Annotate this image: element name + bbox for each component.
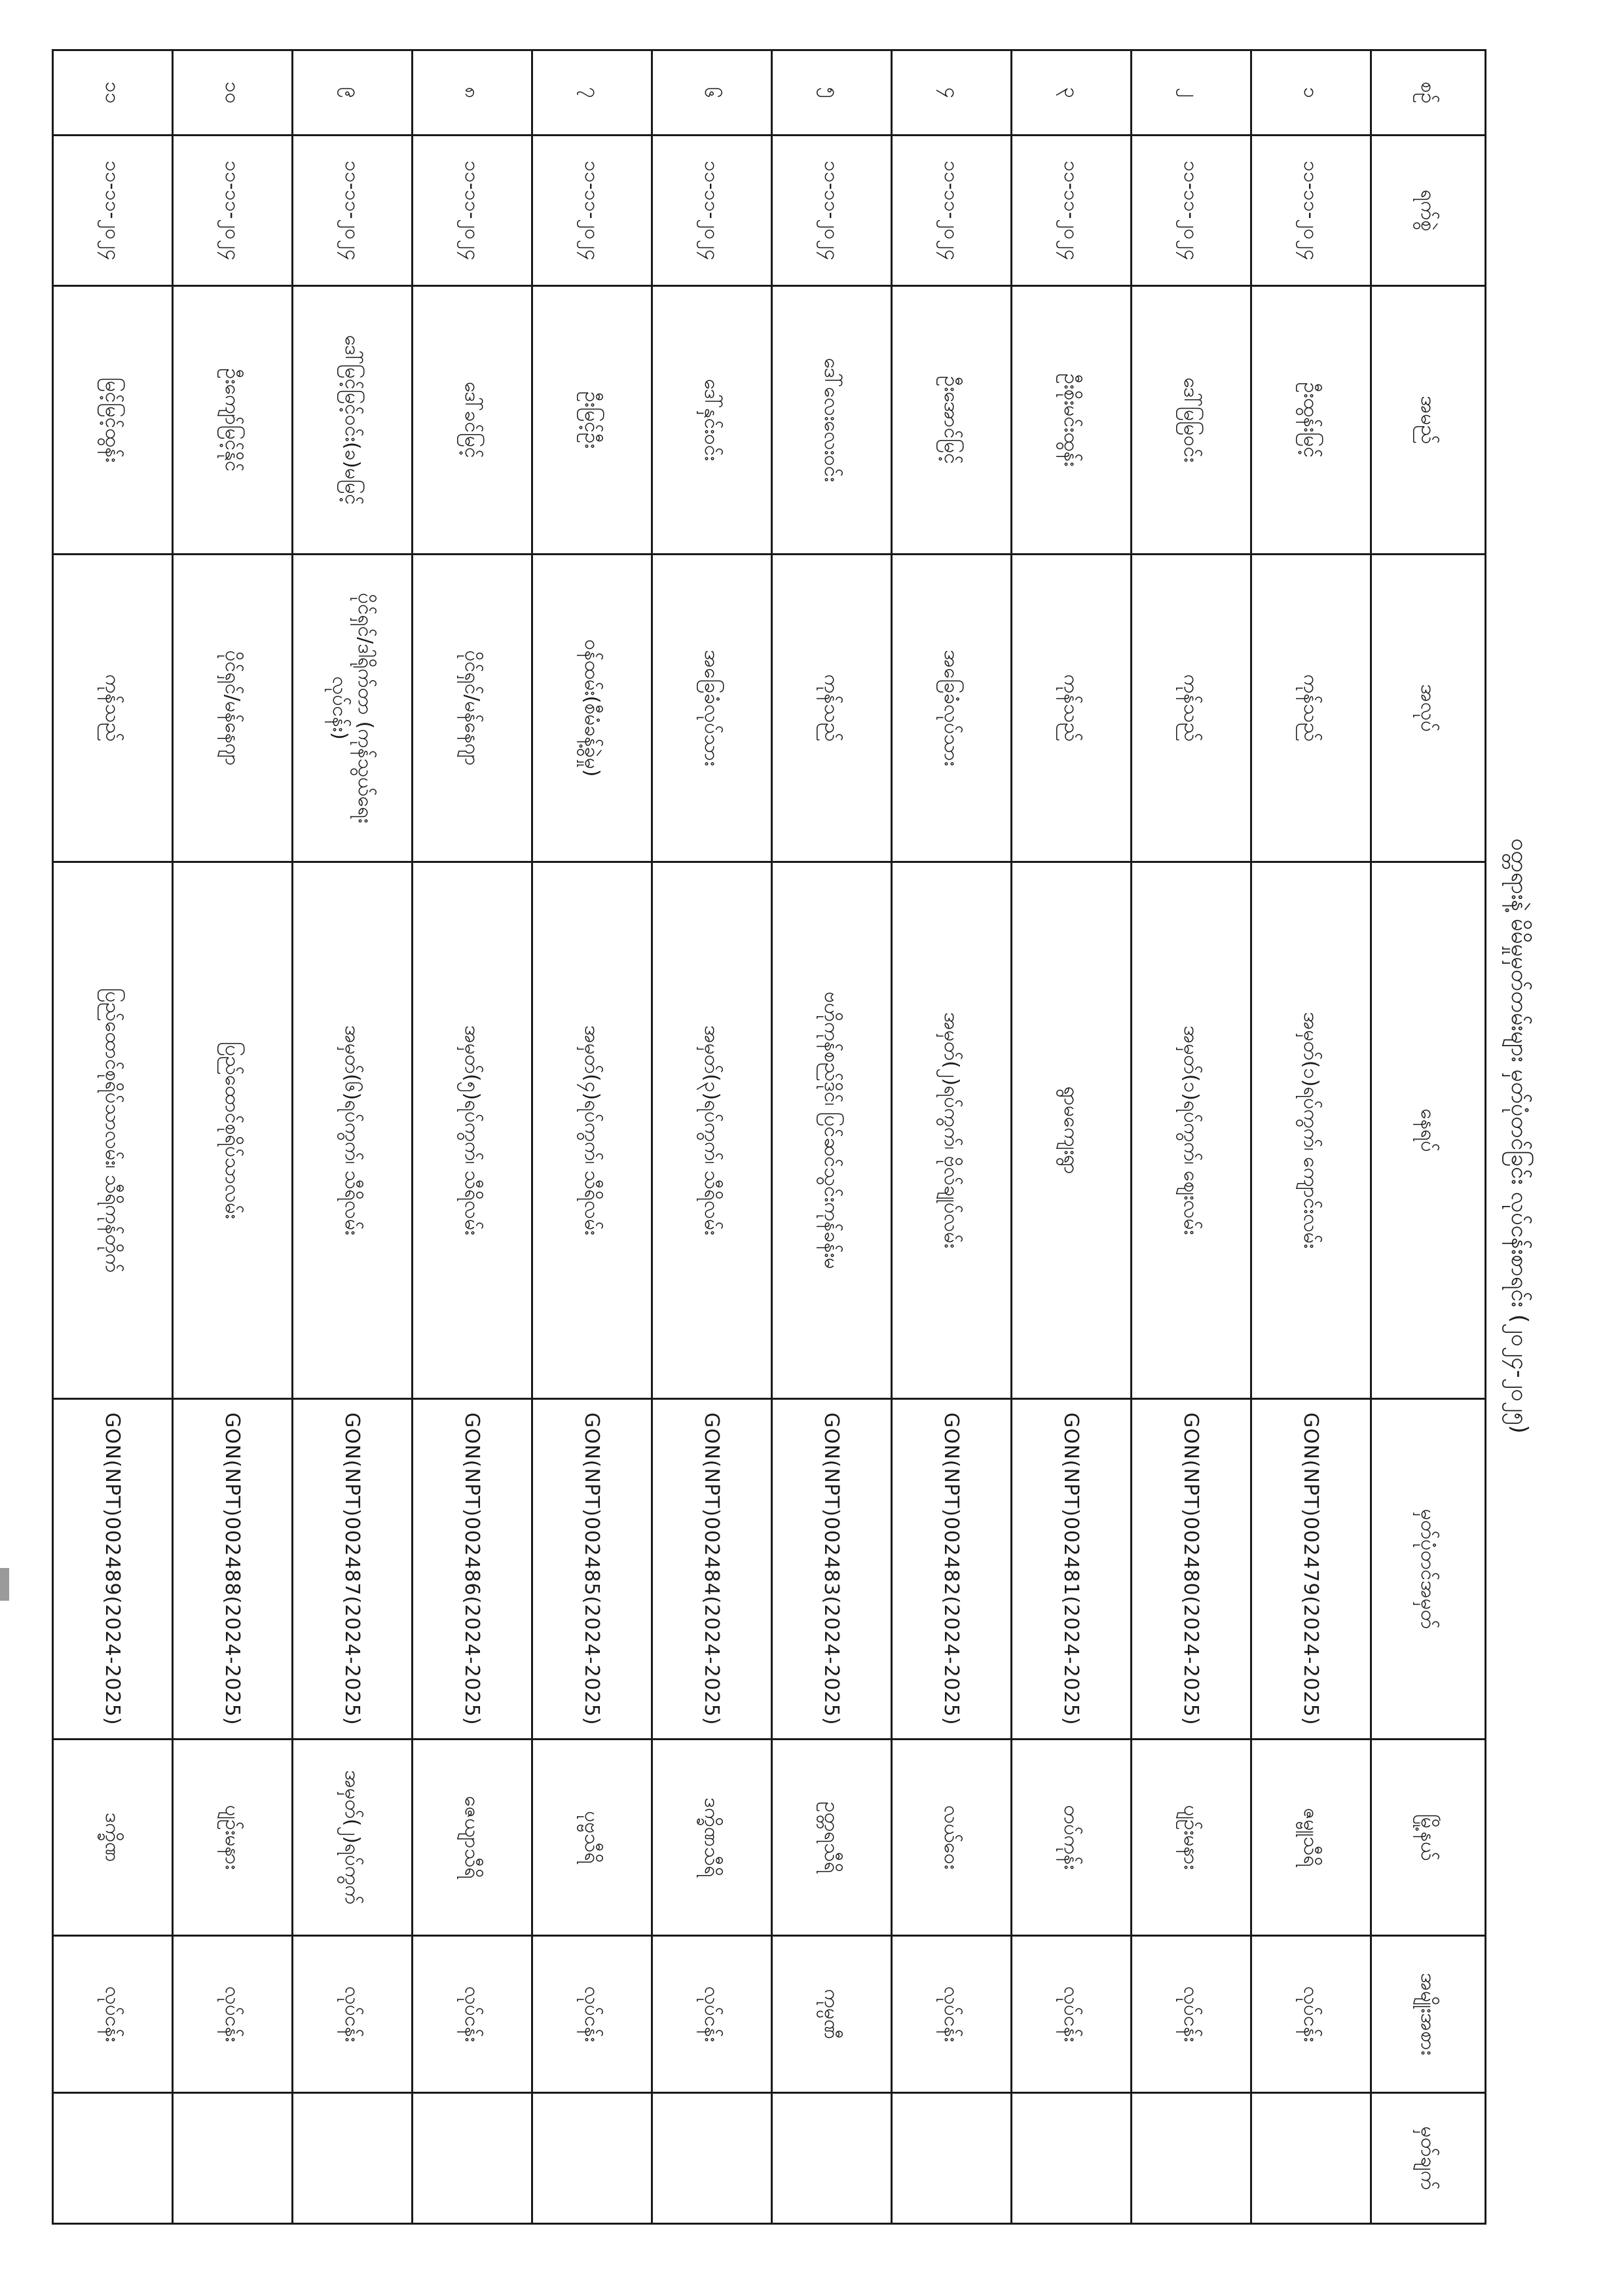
header-address: နေရပ် — [1371, 862, 1486, 1399]
cell-address: အမှတ်(၁)ရပ်ကွက်၊ ဈေးလမ်း — [1132, 862, 1251, 1399]
cell-date: ၁၁-၁၁-၂၀၂၄ — [1012, 136, 1132, 286]
header-remark: မှတ်ချက် — [1371, 2093, 1486, 2224]
header-registration: မှတ်ပုံတင်အမှတ် — [1371, 1399, 1486, 1740]
cell-address: အမှတ်(၁)ရပ်ကွက်၊ ကျောင်းလမ်း — [1251, 862, 1371, 1399]
cell-address: အမှတ်(၅)ရပ်ကွက်၊ သီရိလမ်း — [413, 862, 532, 1399]
table-row — [413, 50, 532, 2224]
cell-address: အမှတ်(၃)ရပ်ကွက်၊ သီရိလမ်း — [652, 862, 772, 1399]
records-table — [52, 49, 1486, 2225]
cell-type: လုပ်ငန်း — [892, 1936, 1012, 2093]
cell-no: ၃ — [1012, 50, 1132, 136]
cell-town: တပ်ကုန်း — [1012, 1740, 1132, 1936]
cell-job: အခြေခံလုပ်သား — [652, 555, 772, 862]
cell-town: လယ်ဝေး — [892, 1740, 1012, 1936]
cell-type: လုပ်ငန်း — [1132, 1936, 1251, 2093]
cell-town: ပုဗ္ဗသီရိ — [532, 1740, 652, 1936]
cell-date: ၁၁-၁၁-၂၀၂၄ — [772, 136, 892, 286]
cell-name: ဒေါ်လေးလေးဝင်း — [772, 286, 892, 555]
cell-name: ဒေါ်ခင်မြင့် — [413, 286, 532, 555]
cell-registration: GON(NPT)002483(2024-2025) — [772, 1399, 892, 1740]
cell-registration: GON(NPT)002481(2024-2025) — [1012, 1399, 1132, 1740]
cell-no: ၉ — [293, 50, 413, 136]
header-town: မြို့နယ် — [1371, 1740, 1486, 1936]
cell-registration: GON(NPT)002489(2024-2025) — [53, 1399, 173, 1740]
cell-town: ဥတ္တရသီရိ — [772, 1740, 892, 1936]
cell-town: ပျဉ်းမနား — [173, 1740, 293, 1936]
cell-no: ၅ — [772, 50, 892, 136]
cell-job: အခြေခံလုပ်သား — [892, 555, 1012, 862]
cell-date: ၁၁-၁၁-၂၀၂၄ — [293, 136, 413, 286]
cell-type: လုပ်ငန်း — [1012, 1936, 1132, 2093]
header-no: စဉ် — [1371, 50, 1486, 136]
cell-name: ဦးမြင့်ဦး — [532, 286, 652, 555]
cell-registration: GON(NPT)002479(2024-2025) — [1251, 1399, 1371, 1740]
table-row — [293, 50, 413, 2224]
cell-type: လုပ်ငန်း — [652, 1936, 772, 2093]
cell-job: ကုန်သည် — [1251, 555, 1371, 862]
cell-type: လုပ်ငန်း — [173, 1936, 293, 2093]
cell-name: ဒေါ်မြင့်မြင့်ဝင်း(ခ)မမြင့် — [293, 286, 413, 555]
cell-registration: GON(NPT)002488(2024-2025) — [173, 1399, 293, 1740]
cell-type: လုပ်ငန်း — [1251, 1936, 1371, 2093]
cell-registration: GON(NPT)002480(2024-2025) — [1132, 1399, 1251, 1740]
table-row — [173, 50, 293, 2224]
table-row — [1251, 50, 1371, 2224]
table-row — [532, 50, 652, 2224]
cell-town: ဇေယျာသီရိ — [413, 1740, 532, 1936]
cell-address: အမှတ်(၂)ရပ်ကွက်၊ ဗိုလ်ချုပ်လမ်း — [892, 862, 1012, 1399]
cell-job: ပိုင်ရှင်/မန်နေဂျာ — [413, 555, 532, 862]
cell-town: ဒက္ခိဏသီရိ — [652, 1740, 772, 1936]
cell-date: ၁၁-၁၁-၂၀၂၄ — [413, 136, 532, 286]
cell-registration: GON(NPT)002484(2024-2025) — [652, 1399, 772, 1740]
cell-remark — [652, 2093, 772, 2224]
table-row — [892, 50, 1012, 2224]
cell-address: အမှတ်(၄)ရပ်ကွက်၊ သီရိလမ်း — [532, 862, 652, 1399]
cell-job: ကုန်သည် — [1012, 555, 1132, 862]
cell-address: ဗဟိုကုန်စည်ဒိုင်၊ ပြင်ဆင်သွင်းကုန်ခန်းမ — [772, 862, 892, 1399]
cell-remark — [293, 2093, 413, 2224]
cell-job: ဝန်ထမ်း(စီမံခန့်ခွဲမှု) — [532, 555, 652, 862]
cell-town: ဒက္ခိဏ — [53, 1740, 173, 1936]
table-row — [772, 50, 892, 2224]
cell-date: ၁၁-၁၁-၂၀၂၄ — [532, 136, 652, 286]
table-row — [1012, 50, 1132, 2224]
cell-date: ၁၁-၁၁-၂၀၂၄ — [1132, 136, 1251, 286]
cell-type: လုပ်ငန်း — [413, 1936, 532, 2093]
cell-no: ၈ — [413, 50, 532, 136]
cell-name: မြင့်မြင့်ထွန်း — [53, 286, 173, 555]
cell-no: ၆ — [652, 50, 772, 136]
cell-remark — [892, 2093, 1012, 2224]
table-row — [652, 50, 772, 2224]
cell-town: ဇမ္ဗူသီရိ — [1251, 1740, 1371, 1936]
cell-address: ပြည်ထောင်စုရိပ်သာလမ်း — [173, 862, 293, 1399]
cell-job: ကုန်သည် — [1132, 555, 1251, 862]
cell-date: ၁၁-၁၁-၂၀၂၄ — [1251, 136, 1371, 286]
header-name: အမည် — [1371, 286, 1486, 555]
cell-no: ၄ — [892, 50, 1012, 136]
header-date: ရက်စွဲ — [1371, 136, 1486, 286]
cell-remark — [53, 2093, 173, 2224]
cell-remark — [1012, 2093, 1132, 2224]
cell-remark — [1132, 2093, 1251, 2224]
cell-remark — [413, 2093, 532, 2224]
cell-remark — [1251, 2093, 1371, 2224]
cell-job: ပိုင်ရှင်/မန်နေဂျာ — [173, 555, 293, 862]
cell-address: ရွာမကျေးရွာ — [1012, 862, 1132, 1399]
cell-name: ဒေါ်နှင်းဝင်း — [652, 286, 772, 555]
cell-no: ၇ — [532, 50, 652, 136]
cell-registration: GON(NPT)002487(2024-2025) — [293, 1399, 413, 1740]
cell-date: ၁၁-၁၁-၂၀၂၄ — [173, 136, 293, 286]
cell-type: ကုမ္ပဏီ — [772, 1936, 892, 2093]
cell-town: ပျဉ်းမနား — [1132, 1740, 1251, 1936]
cell-type: လုပ်ငန်း — [293, 1936, 413, 2093]
cell-remark — [772, 2093, 892, 2224]
header-job: အလုပ် — [1371, 555, 1486, 862]
cell-date: ၁၁-၁၁-၂၀၂၄ — [892, 136, 1012, 286]
cell-address: အမှတ်(၆)ရပ်ကွက်၊ သီရိလမ်း — [293, 862, 413, 1399]
rotated-document-sheet — [101, 29, 1545, 2242]
cell-no: ၁၀ — [173, 50, 293, 136]
header-type: အမျိုးအစား — [1371, 1936, 1486, 2093]
cell-name: ဦးကျော်မြင့်နိုင် — [173, 286, 293, 555]
table-body — [53, 50, 1371, 2224]
cell-date: ၁၁-၁၁-၂၀၂၄ — [652, 136, 772, 286]
cell-job: ကုန်သည် — [53, 555, 173, 862]
cell-address: ပြည်ထောင်စုရိပ်သာလမ်း၊ သီရိကုန်တိုက် — [53, 862, 173, 1399]
cell-registration: GON(NPT)002482(2024-2025) — [892, 1399, 1012, 1740]
table-row — [53, 50, 173, 2224]
cell-type: လုပ်ငန်း — [532, 1936, 652, 2093]
cell-name: ဦးထွန်းမြင့် — [1251, 286, 1371, 555]
cell-name: ဦးအောင်မြင့် — [892, 286, 1012, 555]
cell-registration: GON(NPT)002486(2024-2025) — [413, 1399, 532, 1740]
cell-remark — [173, 2093, 293, 2224]
table-header-row — [1371, 50, 1486, 2224]
cell-date: ၁၁-၁၁-၂၀၂၄ — [53, 136, 173, 286]
cell-type: လုပ်ငန်း — [53, 1936, 173, 2093]
scan-edge-mark — [0, 1568, 9, 1601]
cell-job: ပိုင်ရှင်/ဒါရိုက်တာ (ကုန်သွယ်ရေးလုပ်ငန်း) — [293, 555, 413, 862]
cell-registration: GON(NPT)002485(2024-2025) — [532, 1399, 652, 1740]
cell-no: ၁ — [1251, 50, 1371, 136]
cell-no: ၂ — [1132, 50, 1251, 136]
table-row — [1132, 50, 1251, 2224]
cell-job: ကုန်သည် — [772, 555, 892, 862]
cell-town: အမှတ်(၂)ရပ်ကွက် — [293, 1740, 413, 1936]
cell-remark — [532, 2093, 652, 2224]
cell-name: ဒေါ်မြမြဝင်း — [1132, 286, 1251, 555]
cell-no: ၁၁ — [53, 50, 173, 136]
document-title: ဝတ္တရားနဲ့ မိမိမှုမှတ်တမ်းများ မှတ်ပုံတင်ခြင်း လုပ်ငန်းစာရင်း (၂၀၂၄-၂၀၂၅) — [1506, 838, 1532, 1434]
cell-name: ဦးစိုးမင်းထွန်း — [1012, 286, 1132, 555]
